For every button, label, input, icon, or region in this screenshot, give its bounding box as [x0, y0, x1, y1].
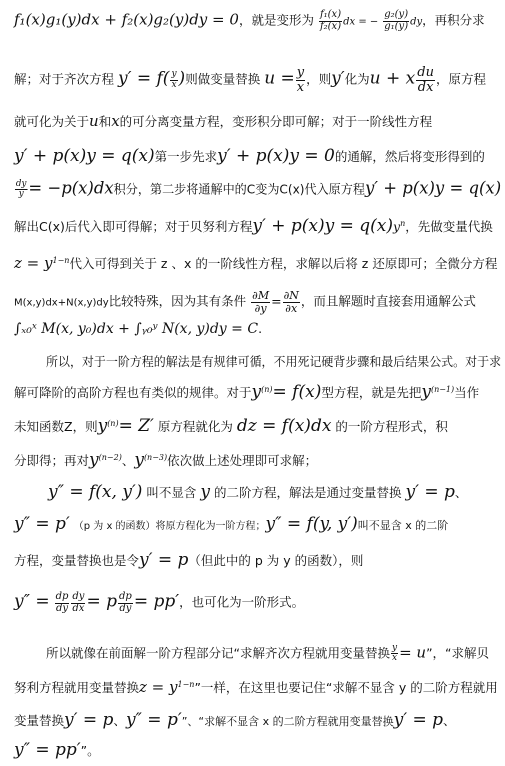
exponent: (n): [261, 384, 273, 394]
math: = f(x): [272, 382, 322, 402]
text: .: [258, 321, 263, 336]
line-15: [14, 516, 499, 533]
text: 型方程，就是先把: [321, 385, 422, 400]
text: 依次做上述处理即可求解；: [167, 453, 318, 468]
math: y′ + p(x)y = q(x): [364, 178, 502, 199]
text: （p 为 x 的函数）将原方程化为一阶方程；: [73, 521, 266, 532]
math: u: [89, 112, 99, 130]
math: = u: [399, 643, 427, 662]
fraction: $\frac{dp}{dy}$: [55, 591, 69, 614]
text: ，再积分求: [422, 12, 485, 28]
linear-equation: y′ + p(x)y = q(x): [14, 146, 155, 166]
fraction: $\frac{\partial N}{\partial x}$: [283, 289, 299, 315]
line-16: [14, 552, 499, 569]
fraction: $\frac{du}{dx}$: [417, 65, 434, 95]
math: y″ =: [14, 591, 50, 612]
math: y: [200, 482, 211, 502]
text: ”。: [80, 743, 100, 758]
line-9: [14, 322, 499, 336]
fraction: $\frac{\text{g₂(y)}}{\text{g₁(y)}}$: [384, 9, 409, 32]
fraction: $\frac{dy}{dx}$: [72, 591, 85, 614]
line-4: [14, 148, 499, 165]
text: 、: [121, 453, 135, 468]
math: z = y: [139, 678, 178, 696]
math: y′ = f(: [118, 68, 170, 89]
text: 叫不显含 x 的二阶: [357, 519, 449, 532]
text: ，而且解题时直接套用通解公式: [300, 293, 476, 309]
fraction: $\frac{y}{x}$: [171, 69, 177, 90]
exponent: (n−3): [143, 452, 168, 462]
math: ): [178, 68, 186, 89]
fraction: $\frac{y}{x}$: [391, 643, 398, 664]
text: 就可化为关于: [14, 114, 90, 129]
text: 第一步先求: [154, 149, 218, 164]
line-19: [14, 680, 499, 695]
homogeneous-equation: y′ + p(x)y = 0: [217, 146, 335, 166]
text: 则做变量替换: [185, 71, 261, 87]
text: ，原方程: [435, 71, 486, 87]
math: u =: [264, 68, 295, 89]
line-21: [14, 742, 499, 759]
text: 化为: [344, 71, 370, 87]
general-solution-formula: ∫ₓ₀ˣ M(x, y₀)dx + ∫ᵧ₀ʸ N(x, y)dy = C: [14, 321, 259, 337]
text: ，也可化为一阶形式。: [179, 594, 305, 610]
text: 所以就像在前面解一阶方程部分记“求解齐次方程就用变量替换: [46, 645, 390, 661]
text: 解可降阶的高阶方程也有类似的规律。对于: [14, 385, 252, 400]
text: 比较特殊，因为其有条件: [108, 293, 247, 309]
text: 的二阶方程，解法是通过变量替换: [214, 485, 402, 500]
text: ，就是变形为: [238, 12, 314, 28]
text: 的一阶方程形式，积: [335, 419, 448, 434]
math: u + x: [369, 68, 416, 89]
line-12: [14, 418, 499, 435]
math: dy: [410, 16, 423, 28]
line-11: [14, 384, 499, 401]
math: y: [393, 219, 401, 234]
line-7: [14, 256, 499, 271]
math: x: [111, 112, 120, 130]
math: y′ = p: [405, 482, 455, 502]
math: =: [271, 293, 282, 309]
text: 、: [454, 485, 468, 500]
math: = pp′: [133, 591, 180, 612]
fraction: $\frac{\text{f₁(x)}}{\text{f₂(x)}}$: [319, 9, 342, 32]
text: 、: [443, 713, 456, 728]
exponent: (n): [107, 418, 119, 428]
math: y: [89, 450, 99, 470]
separable-equation: f₁(x)g₁(y)dx + f₂(x)g₂(y)dy = 0: [14, 10, 239, 29]
exponent: 1−n: [177, 679, 195, 689]
text: 叫不显含: [146, 485, 197, 500]
text: 积分，第二步将通解中的C变为C(x)代入原方程: [113, 181, 365, 197]
bernoulli-equation: y′ + p(x)y = q(x): [252, 216, 394, 236]
line-6: [14, 218, 499, 235]
text: ，先做变量代换: [405, 219, 493, 234]
math: y′ = p: [393, 710, 443, 730]
line-3: [14, 114, 499, 129]
line-18: [46, 644, 499, 664]
math: z = y: [14, 254, 53, 272]
math: y′ = p: [139, 550, 189, 570]
text: 所以，对于一阶方程的解法是有规律可循，不用死记硬背步骤和最后结果公式。对于求: [46, 354, 502, 369]
math: y: [421, 382, 431, 402]
text: 原方程就化为: [157, 419, 233, 434]
text: 、: [113, 713, 126, 728]
text: 努利方程就用变量替换: [14, 680, 140, 695]
line-14: [48, 484, 499, 501]
text: 和: [98, 114, 112, 129]
line-13: [14, 452, 499, 469]
exponent: (n−2): [98, 452, 122, 462]
text: 解；对于齐次方程: [14, 71, 115, 87]
exponent: n: [400, 218, 406, 228]
line-20: [14, 712, 499, 729]
math: y″ = pp′: [14, 740, 81, 760]
text: ，则: [306, 71, 332, 87]
math: y′: [331, 68, 345, 89]
text: 变量替换: [14, 713, 65, 728]
text: 未知函数Z，则: [14, 419, 98, 434]
text: 代入可得到关于 z 、x 的一阶线性方程，求解以后将 z 还原即可；全微分方程: [69, 256, 498, 271]
text: 解出C(x)后代入即可得解；对于贝努利方程: [14, 219, 253, 234]
text: 的通解，然后将变形得到的: [334, 149, 485, 164]
math: = p: [86, 591, 117, 612]
text: ”一样，在这里也要记住“求解不显含 y 的二阶方程就用: [194, 680, 498, 695]
exponent: 1−n: [52, 255, 70, 265]
math: = −p(x)dx: [28, 178, 114, 199]
text: （但此中的 p 为 y 的函数），则: [188, 553, 364, 568]
math: y″ = p′: [14, 514, 70, 534]
text: M(x,y)dx+N(x,y)dy: [14, 297, 109, 309]
fraction: $\frac{y}{x}$: [296, 65, 305, 95]
math: y″ = f(x, y′): [48, 482, 143, 502]
math: = Z′: [118, 416, 154, 436]
text: ”，“求解贝: [426, 645, 490, 661]
line-10: [46, 354, 502, 369]
text: 分即得；再对: [14, 453, 90, 468]
math: y″ = p′: [125, 710, 182, 730]
text: 当作: [454, 385, 480, 400]
exponent: (n−1): [430, 384, 455, 394]
fraction: $\frac{\partial M}{\partial y}$: [252, 289, 270, 315]
line-1: [14, 10, 499, 32]
fraction: $\frac{dp}{dy}$: [119, 591, 132, 614]
math: y″ = f(y, y′): [265, 514, 358, 534]
fraction: $\frac{dy}{y}$: [15, 179, 27, 200]
text: ”、“求解不显含 x 的二阶方程就用变量替换: [181, 715, 394, 728]
line-2: [14, 66, 499, 94]
line-17: [14, 592, 499, 614]
line-5: [14, 178, 502, 200]
math: dz = f(x)dx: [236, 416, 332, 436]
text: 方程，变量替换也是令: [14, 553, 140, 568]
math: y: [134, 450, 144, 470]
math: y′ = p: [64, 710, 114, 730]
math: y: [251, 382, 262, 402]
line-8: [14, 290, 499, 314]
math: dx = −: [343, 16, 379, 28]
text: 的可分离变量方程，变形积分即可解；对于一阶线性方程: [119, 114, 433, 129]
math: y: [97, 416, 108, 436]
